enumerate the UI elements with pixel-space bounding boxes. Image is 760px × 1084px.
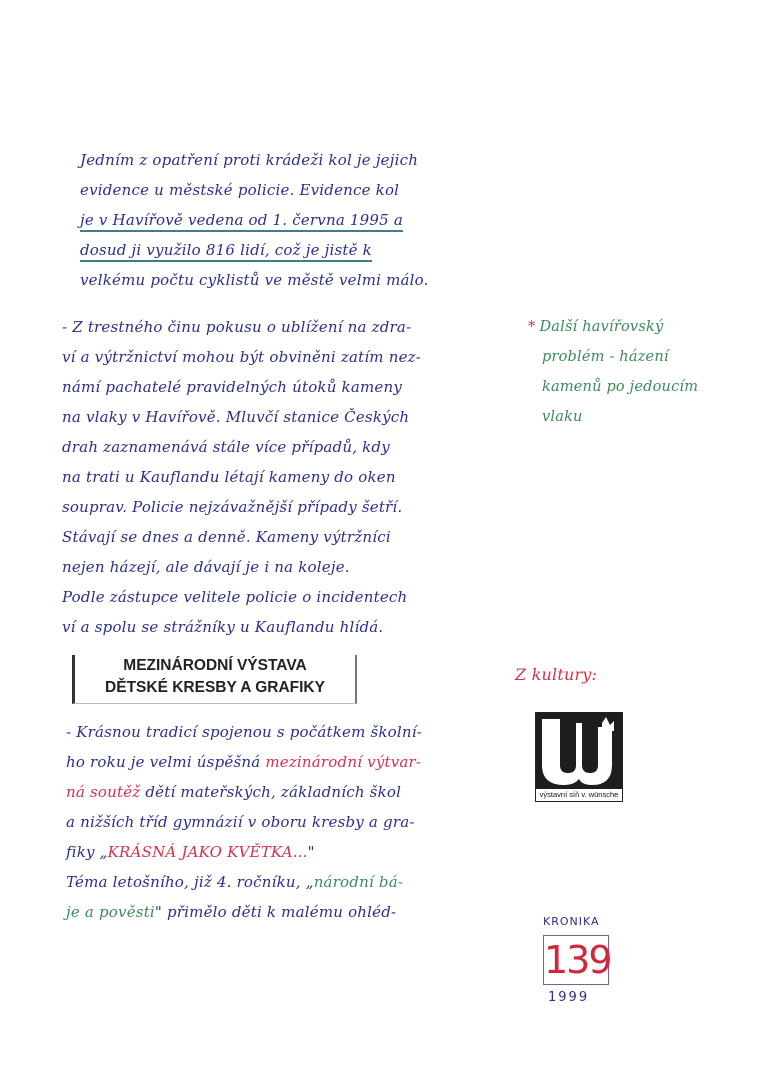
text-line-underlined [80, 235, 429, 265]
section-label-culture: Z kultury: [515, 665, 598, 684]
text-line: - Krásnou tradicí spojenou s počátkem školní- [66, 723, 423, 741]
margin-note-line: vlaku [542, 409, 583, 425]
paragraph-bicycle-registration [80, 145, 429, 295]
text-span: " [307, 843, 315, 861]
text-line-underlined [80, 205, 429, 235]
logo-caption: výstavní síň v. wünsche [539, 790, 619, 799]
underlined-text: je v Havířově vedena od 1. června 1995 a [80, 211, 403, 232]
text-span: ho roku je velmi úspěšná [66, 753, 266, 771]
text-line [66, 867, 422, 897]
text-line: nejen házejí, ale dávají je i na koleje. [62, 558, 350, 576]
text-span: dětí mateřských, základních škol [140, 783, 402, 801]
text-line: ví a výtržnictví mohou být obviněni zatím nez- [62, 348, 422, 366]
text-line: Podle zástupce velitele policie o incidentech [62, 588, 408, 606]
chronicle-year: 1999 [548, 990, 590, 1005]
text-span: fiky „ [66, 843, 108, 861]
page-number-box [543, 935, 609, 985]
margin-note-line [528, 312, 698, 342]
margin-note-text: Další havířovský [539, 319, 664, 335]
gallery-logo [535, 712, 623, 802]
highlight-text: ná soutěž [66, 783, 141, 801]
text-line: ví a spolu se strážníky u Kauflandu hlídá. [62, 618, 384, 636]
kronika-label: KRONIKA [543, 915, 600, 928]
margin-note [528, 312, 698, 432]
text-line [66, 837, 422, 867]
text-line [66, 897, 422, 927]
page-number: 139 [544, 938, 611, 982]
heading-line: MEZINÁRODNÍ VÝSTAVA [123, 657, 307, 674]
highlight-text: mezinárodní výtvar- [265, 753, 422, 771]
logo-mark-icon [536, 713, 622, 789]
margin-note-line: kamenů po jedoucím [542, 379, 699, 395]
exhibition-title: KRÁSNÁ JAKO KVĚTKA... [107, 843, 308, 861]
text-line: námí pachatelé pravidelných útoků kameny [62, 378, 403, 396]
text-line: na trati u Kauflandu létají kameny do oken [62, 468, 396, 486]
text-line: a nižších tříd gymnázií v oboru kresby a gra- [66, 813, 415, 831]
text-line: Jedním z opatření proti krádeži kol je jejich [80, 151, 419, 169]
text-span: " přimělo děti k malému ohléd- [154, 903, 397, 921]
margin-note-line: problém - házení [542, 349, 669, 365]
asterisk-marker: * [528, 319, 536, 335]
text-line [66, 777, 422, 807]
underlined-text: dosud ji využilo 816 lidí, což je jistě k [80, 241, 372, 262]
theme-text: je a pověsti [66, 903, 155, 921]
theme-text: národní bá- [313, 873, 404, 891]
heading-line: DĚTSKÉ KRESBY A GRAFIKY [105, 679, 325, 696]
text-line: Stávají se dnes a denně. Kameny výtržníci [62, 528, 391, 546]
text-line: velkému počtu cyklistů ve městě velmi málo. [80, 271, 429, 289]
text-line: na vlaky v Havířově. Mluvčí stanice Českých [62, 408, 410, 426]
text-line: souprav. Policie nejzávažnější případy šetří. [62, 498, 403, 516]
text-line: drah zaznamenává stále více případů, kdy [62, 438, 390, 456]
paragraph-stone-attacks [62, 312, 421, 642]
text-line [66, 747, 422, 777]
exhibition-heading-clipping [72, 655, 357, 704]
text-line: - Z trestného činu pokusu o ublížení na zdra- [62, 318, 412, 336]
paragraph-exhibition [66, 717, 422, 927]
text-line: evidence u městské policie. Evidence kol [80, 181, 400, 199]
text-span: Téma letošního, již 4. ročníku, „ [66, 873, 314, 891]
text-line [80, 175, 429, 205]
